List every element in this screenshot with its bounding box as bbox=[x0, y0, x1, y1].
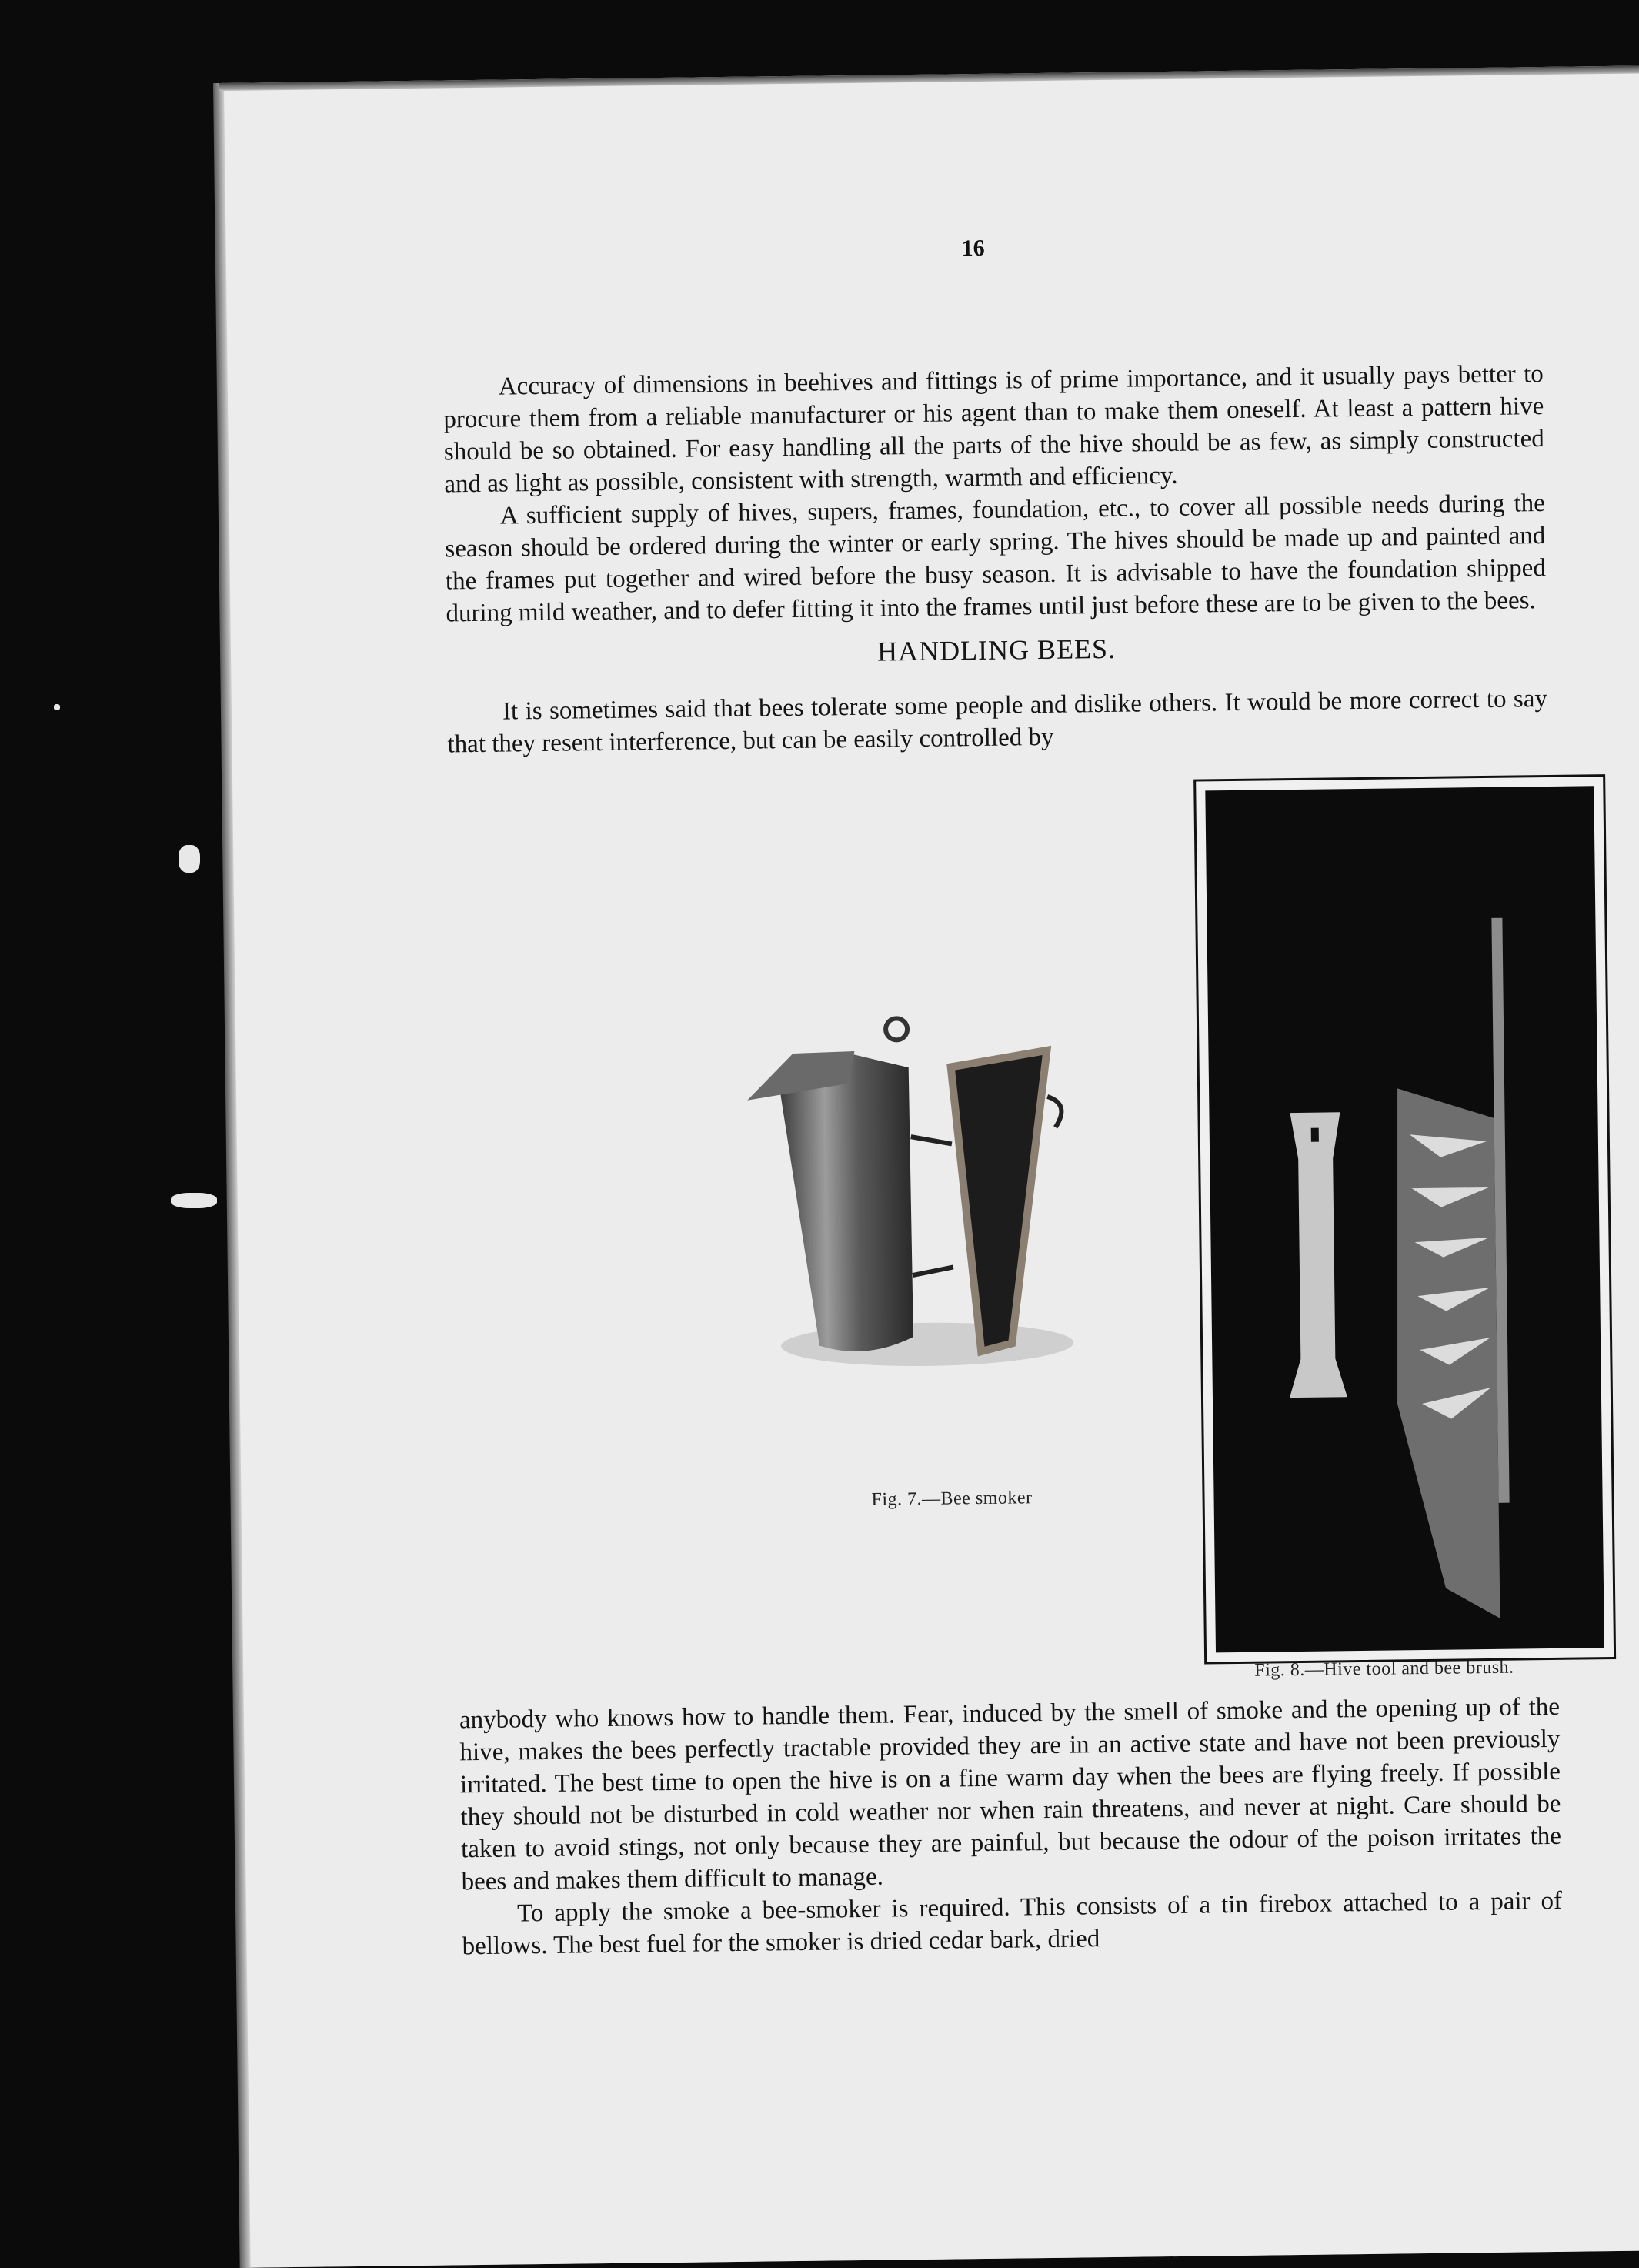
document-page bbox=[219, 65, 1639, 2267]
hive-tool-and-brush-image bbox=[1205, 786, 1604, 1652]
film-speck bbox=[171, 1193, 217, 1208]
film-speck bbox=[179, 845, 200, 873]
paragraph-handling-start: It is sometimes said that bees tolerate some people and dislike others. It would be more correct to say that they resent interference, but can be easily controlled by bbox=[447, 684, 1548, 759]
bee-smoker-image bbox=[730, 979, 1236, 1401]
intro-text bbox=[443, 358, 1547, 630]
page-top-edge bbox=[219, 65, 1639, 91]
paragraph-smoker: To apply the smoke a bee-smoker is required. This consists of a tin firebox attached to a pair of bellows. The best fuel for the smoker is dried cedar bark, dried bbox=[462, 1886, 1563, 1961]
bee-smoker-figure bbox=[730, 979, 1236, 1401]
figure-7-caption: Fig. 7.—Bee smoker bbox=[871, 1488, 1033, 1510]
paragraph-handling-continued: anybody who knows how to handle them. Fear, induced by the smell of smoke and the opening up of the hive, makes the bees perfectly tractable provided they are in an active state and have not been previously irritated. The best time to open the hive is on a fine warm day when the bees are flying freely. If possible they should not be disturbed in cold weather nor when rain threatens, and never at night. Care should be taken to avoid stings, not only because they are painful, but because the odour of the poison irritates the bees and makes them difficult to manage. bbox=[459, 1692, 1562, 1896]
paragraph-supply: A sufficient supply of hives, supers, frames, foundation, etc., to cover all possible needs during the season should be ordered during the winter or early spring. The hives should be made up and painted and the frames put together and wired before the busy season. It is advisable to have the foundation shipped during mild weather, and to defer fitting it into the frames until just before these are to be given to the bees. bbox=[445, 489, 1547, 628]
page-number: 16 bbox=[961, 235, 985, 262]
figure-8-caption: Fig. 8.—Hive tool and bee brush. bbox=[1254, 1657, 1514, 1681]
hive-tool-photo bbox=[1205, 786, 1604, 1652]
film-speck bbox=[54, 704, 60, 710]
page-edge bbox=[213, 83, 251, 2268]
hive-tool-figure bbox=[1193, 774, 1616, 1664]
handling-text bbox=[459, 1691, 1563, 1962]
handling-intro bbox=[447, 683, 1548, 760]
section-heading: HANDLING BEES. bbox=[876, 633, 1117, 667]
paragraph-accuracy: Accuracy of dimensions in beehives and fittings is of prime importance, and it usually pays better to procure them from a reliable manufacturer or his agent than to make them oneself. At least a pattern hive should be so obtained. For easy handling all the parts of the hive should be as few, as simply constructed and as light as possible, consistent with strength, warmth and efficiency. bbox=[443, 360, 1544, 499]
